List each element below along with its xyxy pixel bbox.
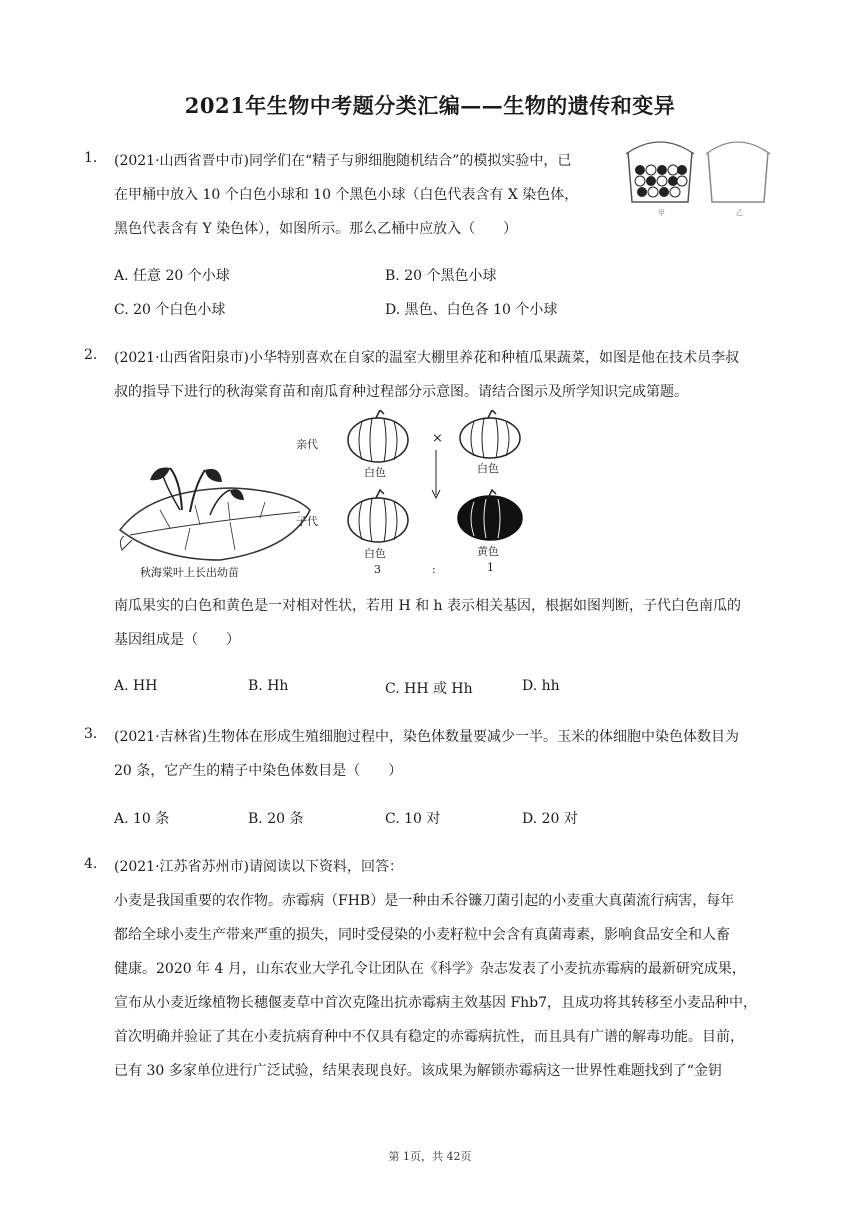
parent-pumpkin-left: [348, 410, 408, 462]
begonia-leaf-illustration: [120, 468, 310, 561]
page-footer: 第 1页，共 42页: [388, 1150, 472, 1163]
question-2-line-2: 叔的指导下进行的秋海棠育苗和南瓜育种过程部分示意图。请结合图示及所学知识完成第题。: [114, 384, 688, 400]
leaf-caption: 秋海棠叶上长出幼苗: [140, 566, 239, 579]
question-2-option-c[interactable]: C. HH 或 Hh: [385, 681, 473, 697]
parent-right-color-label: 白色: [477, 462, 499, 475]
bucket-jia: [626, 142, 694, 202]
bucket-yi-label: 乙: [736, 209, 743, 217]
question-1-option-d[interactable]: D. 黑色、白色各 10 个小球: [385, 302, 558, 318]
question-2-option-b[interactable]: B. Hh: [248, 678, 289, 694]
question-2-option-a[interactable]: A. HH: [114, 678, 158, 694]
question-3-option-b[interactable]: B. 20 条: [248, 811, 304, 827]
begonia-pumpkin-figure: [110, 410, 540, 585]
question-1-option-c[interactable]: C. 20 个白色小球: [114, 302, 226, 318]
question-3-line-2: 20 条，它产生的精子中染色体数目是（ ）: [114, 763, 403, 779]
question-1-line-2: 在甲桶中放入 10 个白色小球和 10 个黑色小球（白色代表含有 X 染色体，: [114, 187, 579, 203]
offspring-generation-label: 子代: [296, 515, 318, 528]
question-1-line-3: 黑色代表含有 Y 染色体），如图所示。那么乙桶中应放入（ ）: [114, 221, 518, 237]
document-title: 2021年生物中考题分类汇编——生物的遗传和变异: [184, 93, 676, 118]
question-3-line-1: (2021·吉林省)生物体在形成生殖细胞过程中，染色体数量要减少一半。玉米的体细胞中染色体数目为: [114, 729, 740, 745]
question-4-number: 4.: [84, 856, 98, 872]
question-4-line-7: 已有 30 多家单位进行广泛试验，结果表现良好。该成果为解锁赤霉病这一世界性难题找到了“金钥: [114, 1063, 722, 1079]
question-3-number: 3.: [84, 726, 98, 742]
ratio-yellow: 1: [487, 561, 494, 574]
question-2-option-d[interactable]: D. hh: [522, 678, 560, 694]
offspring-yellow-label: 黄色: [477, 545, 499, 558]
parent-pumpkin-right: [460, 410, 520, 458]
bucket-yi: [706, 142, 770, 202]
offspring-white-label: 白色: [364, 547, 386, 560]
question-2-line-4: 基因组成是（ ）: [114, 632, 240, 648]
offspring-pumpkin-white: [348, 490, 408, 542]
question-2-line-3: 南瓜果实的白色和黄色是一对相对性状，若用 H 和 h 表示相关基因，根据如图判断，子代白色南瓜的: [114, 598, 742, 614]
question-3-option-c[interactable]: C. 10 对: [385, 811, 441, 827]
question-4-line-2: 小麦是我国重要的农作物。赤霉病（FHB）是一种由禾谷镰刀菌引起的小麦重大真菌流行病害，每年: [114, 893, 735, 909]
question-4-line-3: 都给全球小麦生产带来严重的损失，同时受侵染的小麦籽粒中会含有真菌毒素，影响食品安全和人畜: [114, 927, 730, 943]
question-1-option-b[interactable]: B. 20 个黑色小球: [385, 268, 497, 284]
parent-generation-label: 亲代: [296, 438, 318, 451]
question-3-option-d[interactable]: D. 20 对: [522, 811, 578, 827]
question-2-number: 2.: [84, 347, 98, 363]
question-4-line-1: (2021·江苏省苏州市)请阅读以下资料，回答：: [114, 859, 404, 875]
question-4-line-6: 首次明确并验证了其在小麦抗病育种中不仅具有稳定的赤霉病抗性，而且具有广谱的解毒功能。目前，: [114, 1029, 744, 1045]
offspring-pumpkin-yellow: [458, 490, 522, 540]
parent-left-color-label: 白色: [364, 466, 386, 479]
bucket-figure: [618, 140, 778, 220]
question-2-line-1: (2021·山西省阳泉市)小华特别喜欢在自家的温室大棚里养花和种植瓜果蔬菜，如图是他在技术员李叔: [114, 350, 740, 366]
question-1-number: 1.: [84, 150, 98, 166]
question-4-line-5: 宣布从小麦近缘植物长穗偃麦草中首次克隆出抗赤霉病主效基因 Fhb7，且成功将其转移至小麦品种中，: [114, 995, 758, 1011]
ratio-separator: :: [432, 563, 436, 576]
question-4-line-4: 健康。2020 年 4 月，山东农业大学孔令让团队在《科学》杂志发表了小麦抗赤霉病的最新研究成果，: [114, 961, 746, 977]
question-3-option-a[interactable]: A. 10 条: [114, 811, 170, 827]
ratio-white: 3: [374, 563, 381, 576]
bucket-jia-label: 甲: [658, 209, 665, 217]
question-1-line-1: (2021·山西省晋中市)同学们在“精子与卵细胞随机结合”的模拟实验中，已: [114, 153, 572, 169]
question-1-option-a[interactable]: A. 任意 20 个小球: [114, 268, 230, 284]
cross-symbol: ×: [432, 431, 443, 446]
